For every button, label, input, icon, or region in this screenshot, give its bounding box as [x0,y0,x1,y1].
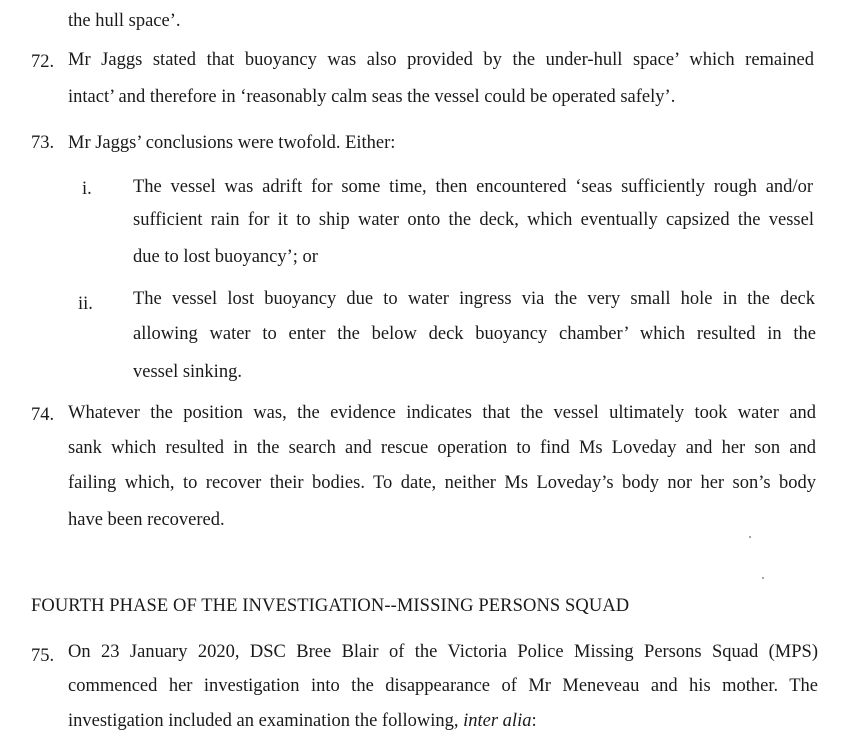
paragraph-line: Mr Jaggs’ conclusions were twofold. Either: [68,133,396,153]
list-marker: ii. [78,294,93,314]
scan-speck [762,577,764,579]
list-item-line: allowing water to enter the below deck buoyancy chamber’ which resulted in the [133,324,816,344]
list-item-line: The vessel lost buoyancy due to water ingress via the very small hole in the deck [133,289,815,309]
paragraph-number: 75. [31,646,55,666]
list-item-line: due to lost buoyancy’; or [133,247,318,267]
list-marker: i. [82,179,92,199]
list-item-line: The vessel was adrift for some time, then encountered ‘seas sufficiently rough and/or [133,177,813,197]
paragraph-number: 73. [31,133,55,153]
paragraph-71-tail: the hull space’. [68,11,181,31]
paragraph-line: Whatever the position was, the evidence indicates that the vessel ultimately took water and [68,403,816,423]
text-run: investigation included an examination the following, [68,711,464,731]
section-heading: FOURTH PHASE OF THE INVESTIGATION--MISSING PERSONS SQUAD [31,596,630,616]
paragraph-line: commenced her investigation into the disappearance of Mr Meneveau and his mother. The [68,676,818,696]
paragraph-number: 72. [31,52,55,72]
scan-speck [749,536,751,538]
paragraph-line [68,712,537,731]
paragraph-line: intact’ and therefore in ‘reasonably calm seas the vessel could be operated safely’. [68,87,676,107]
text-run: : [531,711,537,731]
paragraph-line: have been recovered. [68,510,225,530]
list-item-line: sufficient rain for it to ship water onto the deck, which eventually capsized the vessel [133,210,814,230]
list-item-line: vessel sinking. [133,362,242,382]
paragraph-line: failing which, to recover their bodies. To date, neither Ms Loveday’s body nor her son’s body [68,473,816,493]
paragraph-line: sank which resulted in the search and rescue operation to find Ms Loveday and her son and [68,438,816,458]
paragraph-number: 74. [31,405,55,425]
italic-term: inter alia [463,711,532,731]
paragraph-line: Mr Jaggs stated that buoyancy was also provided by the under-hull space’ which remained [68,50,814,70]
paragraph-line: On 23 January 2020, DSC Bree Blair of the Victoria Police Missing Persons Squad (MPS) [68,642,818,662]
